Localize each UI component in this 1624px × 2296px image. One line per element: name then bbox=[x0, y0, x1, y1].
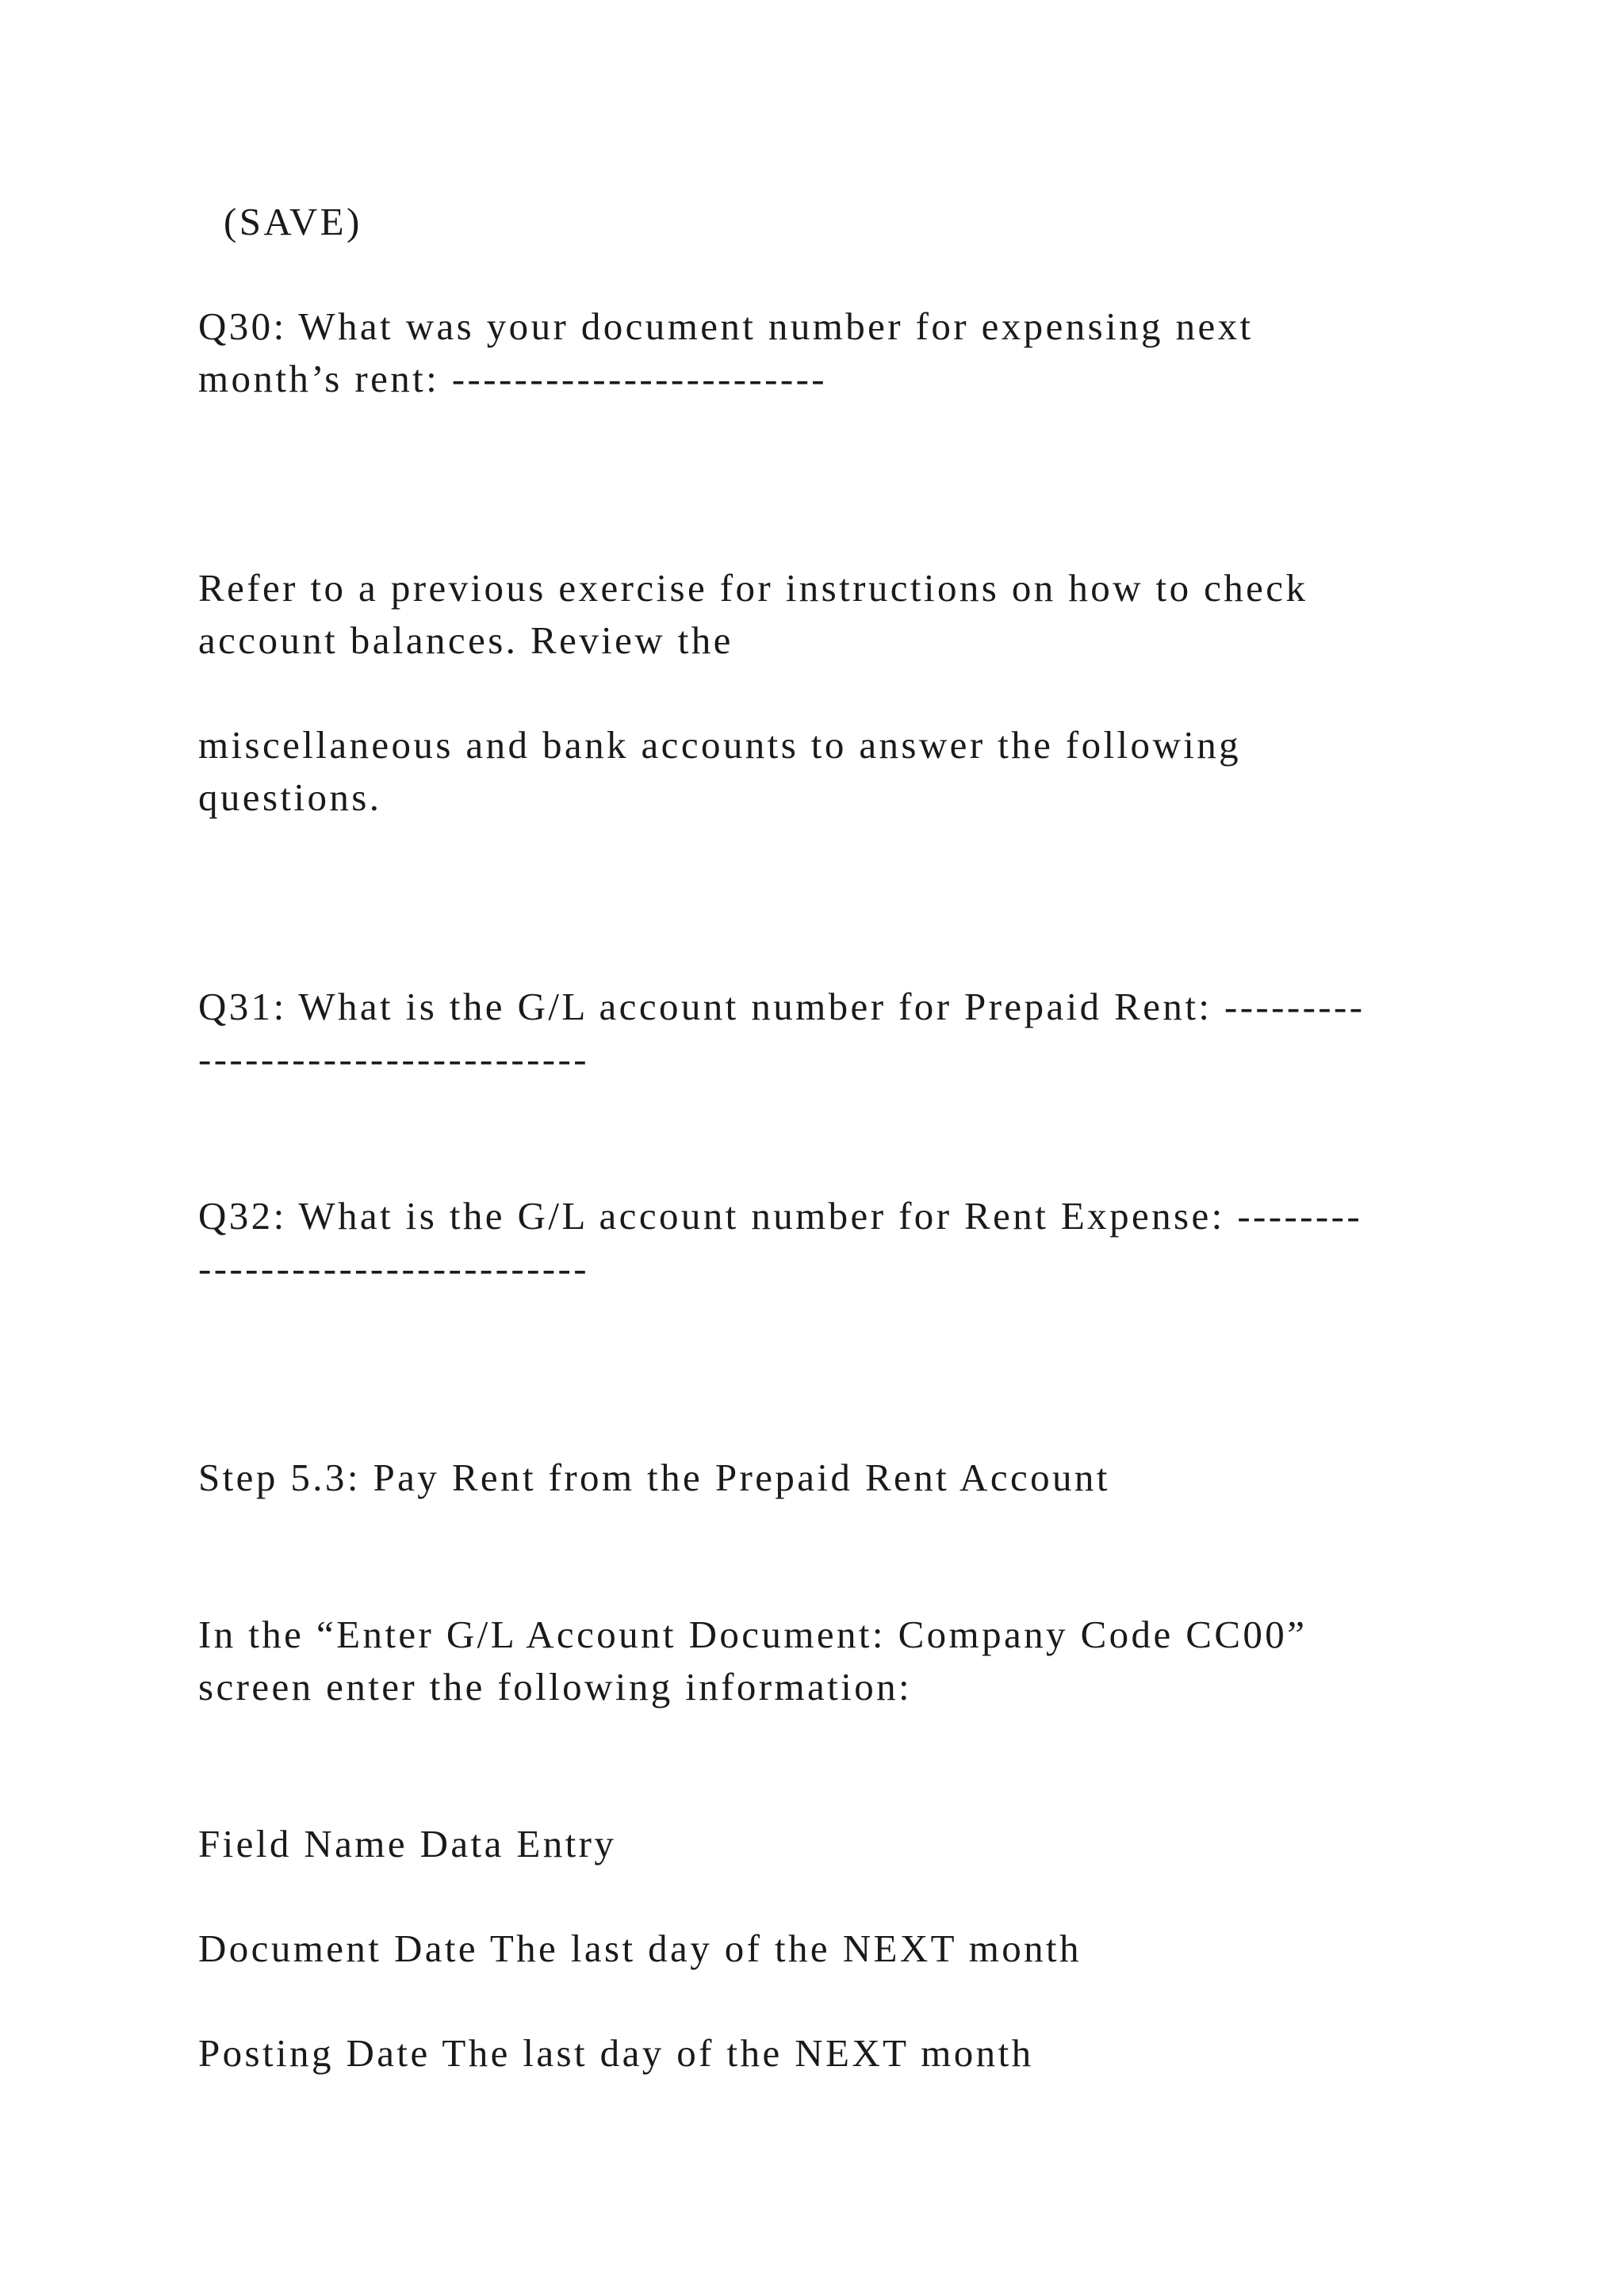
question-31-line-2: ------------------------- bbox=[198, 1037, 589, 1081]
table-header: Field Name Data Entry bbox=[198, 1822, 617, 1866]
save-instruction: (SAVE) bbox=[224, 200, 362, 243]
question-30-line-2: month’s rent: ------------------------ bbox=[198, 357, 828, 400]
question-32-line-1: Q32: What is the G/L account number for Rent Expense: -------- bbox=[198, 1194, 1363, 1238]
refer-paragraph-line-2: account balances. Review the bbox=[198, 618, 733, 662]
row-posting-date: Posting Date The last day of the NEXT month bbox=[198, 2031, 1034, 2075]
question-31-line-1: Q31: What is the G/L account number for Prepaid Rent: --------- bbox=[198, 985, 1365, 1028]
instruction-line-2: screen enter the following information: bbox=[198, 1665, 913, 1709]
misc-paragraph-line-1: miscellaneous and bank accounts to answer the following bbox=[198, 723, 1242, 767]
question-30-line-1: Q30: What was your document number for expensing next bbox=[198, 304, 1254, 348]
instruction-line-1: In the “Enter G/L Account Document: Company Code CC00” bbox=[198, 1613, 1308, 1656]
misc-paragraph-line-2: questions. bbox=[198, 775, 382, 819]
row-document-date: Document Date The last day of the NEXT month bbox=[198, 1927, 1082, 1970]
refer-paragraph-line-1: Refer to a previous exercise for instructions on how to check bbox=[198, 566, 1308, 610]
question-32-line-2: ------------------------- bbox=[198, 1246, 589, 1290]
step-heading: Step 5.3: Pay Rent from the Prepaid Rent Account bbox=[198, 1456, 1110, 1499]
